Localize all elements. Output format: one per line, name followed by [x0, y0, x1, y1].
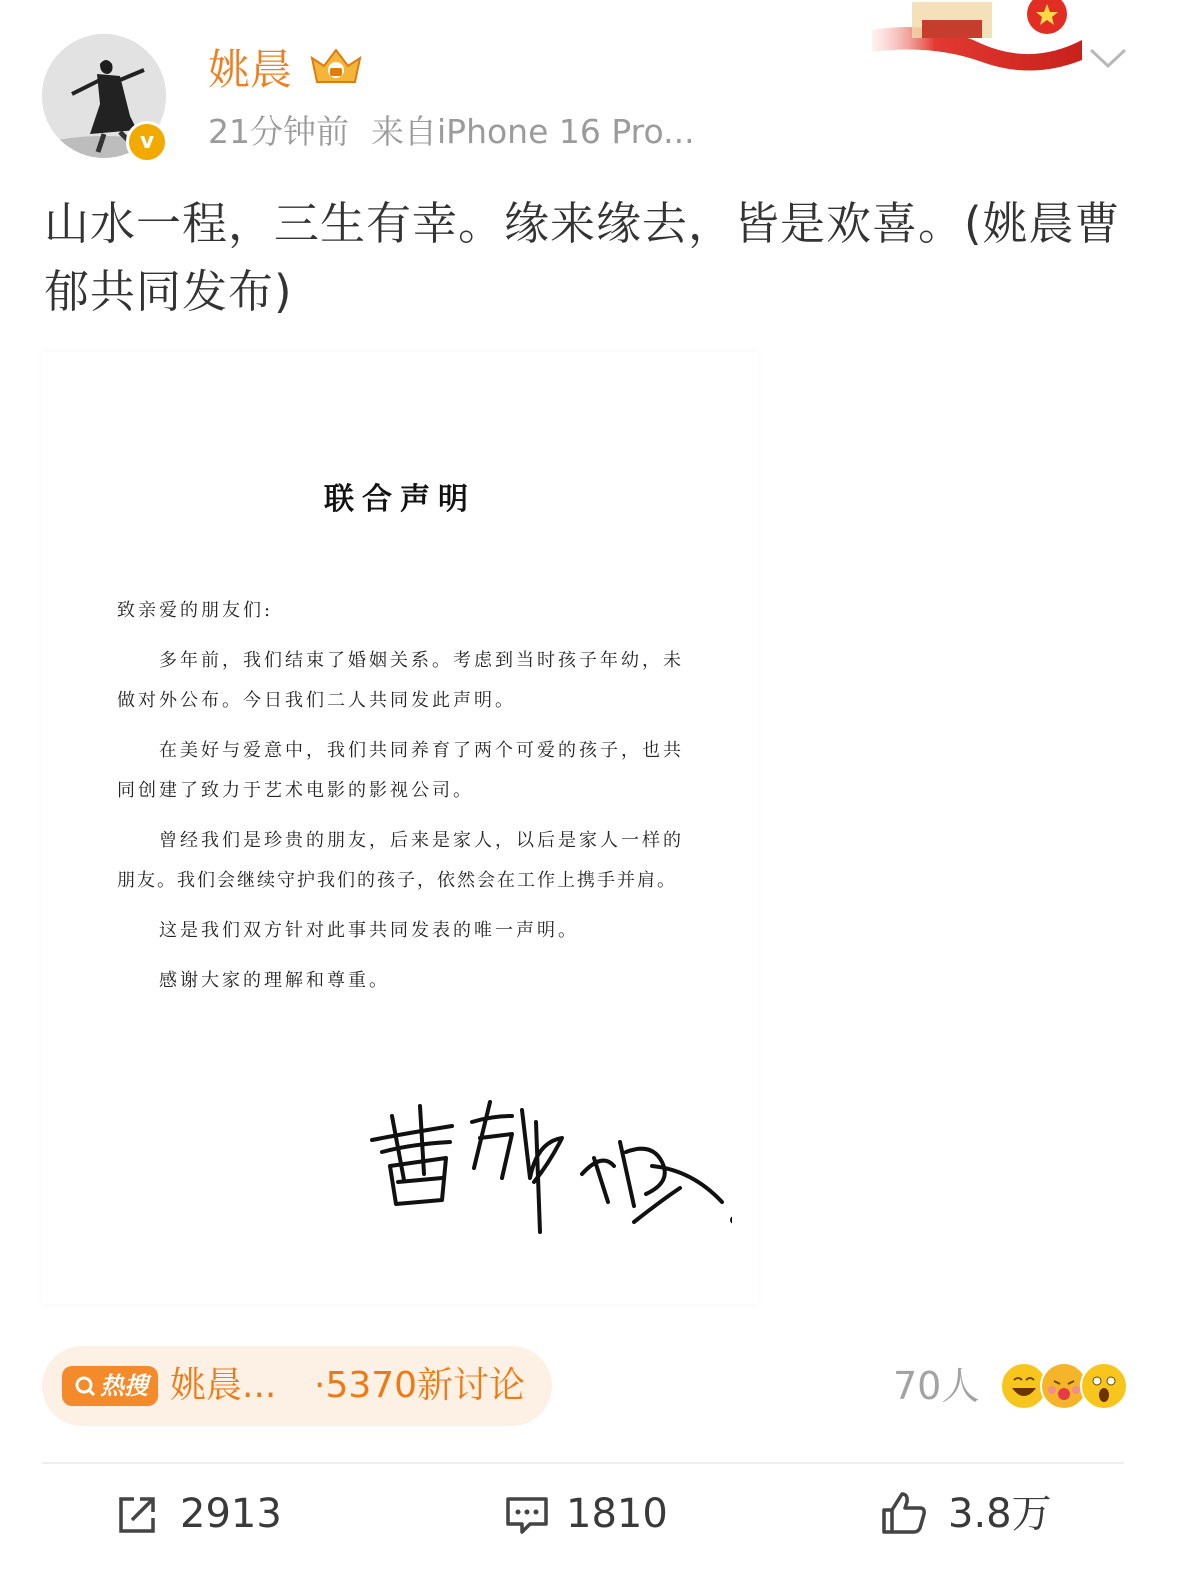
statement-line: 多年前，我们结束了婚姻关系。考虑到当时孩子年幼，未: [159, 650, 684, 671]
statement-title: 联合声明: [324, 482, 476, 517]
thumbs-up-icon: [880, 1490, 928, 1536]
handwritten-signature: [362, 1082, 732, 1242]
like-count: 3.8万: [948, 1491, 1052, 1537]
statement-image[interactable]: [42, 352, 758, 1304]
statement-line: 在美好与爱意中，我们共同养育了两个可爱的孩子，也共: [159, 740, 684, 761]
surprised-emoji: [1080, 1362, 1128, 1410]
statement-line: 同创建了致力于艺术电影的影视公司。: [117, 780, 474, 801]
post-text: 山水一程，三生有幸。缘来缘去，皆是欢喜。(姚晨曹郁共同发布): [44, 197, 1121, 318]
comment-count: 1810: [566, 1491, 668, 1537]
share-icon: [116, 1494, 158, 1536]
reaction-count[interactable]: 70人: [893, 1364, 980, 1408]
vip-crown-icon: [308, 44, 364, 88]
comment-icon: [504, 1494, 550, 1536]
post-source: 来自iPhone 16 Pro...: [371, 112, 695, 151]
comment-button[interactable]: [502, 1486, 702, 1542]
statement-line: 朋友。我们会继续守护我们的孩子，依然会在工作上携手并肩。: [117, 870, 677, 891]
like-button[interactable]: [880, 1486, 1080, 1542]
statement-greeting: 致亲爱的朋友们:: [117, 600, 274, 621]
author-name[interactable]: 姚晨: [208, 45, 293, 94]
verified-badge-icon: v: [126, 121, 168, 163]
repost-count: 2913: [180, 1491, 282, 1537]
statement-line: 曾经我们是珍贵的朋友，后来是家人，以后是家人一样的: [159, 830, 684, 851]
hot-search-discussion: ·5370新讨论: [314, 1365, 526, 1406]
post-meta: [208, 108, 695, 156]
statement-line: 感谢大家的理解和尊重。: [159, 970, 390, 991]
chevron-down-icon[interactable]: [1088, 44, 1128, 72]
statement-line: 这是我们双方针对此事共同发表的唯一声明。: [159, 920, 579, 941]
hot-search-pill[interactable]: [42, 1346, 552, 1426]
statement-line: 做对外公布。今日我们二人共同发此声明。: [117, 690, 516, 711]
repost-button[interactable]: [112, 1486, 312, 1542]
hot-search-badge: [62, 1366, 158, 1406]
divider: [42, 1462, 1124, 1464]
hot-search-label: 热搜: [100, 1372, 148, 1400]
post-time: 21分钟前: [208, 112, 349, 151]
search-icon: [74, 1375, 96, 1397]
hot-search-topic: 姚晨...: [170, 1365, 277, 1406]
decoration-banner-icon: [872, 0, 1082, 72]
